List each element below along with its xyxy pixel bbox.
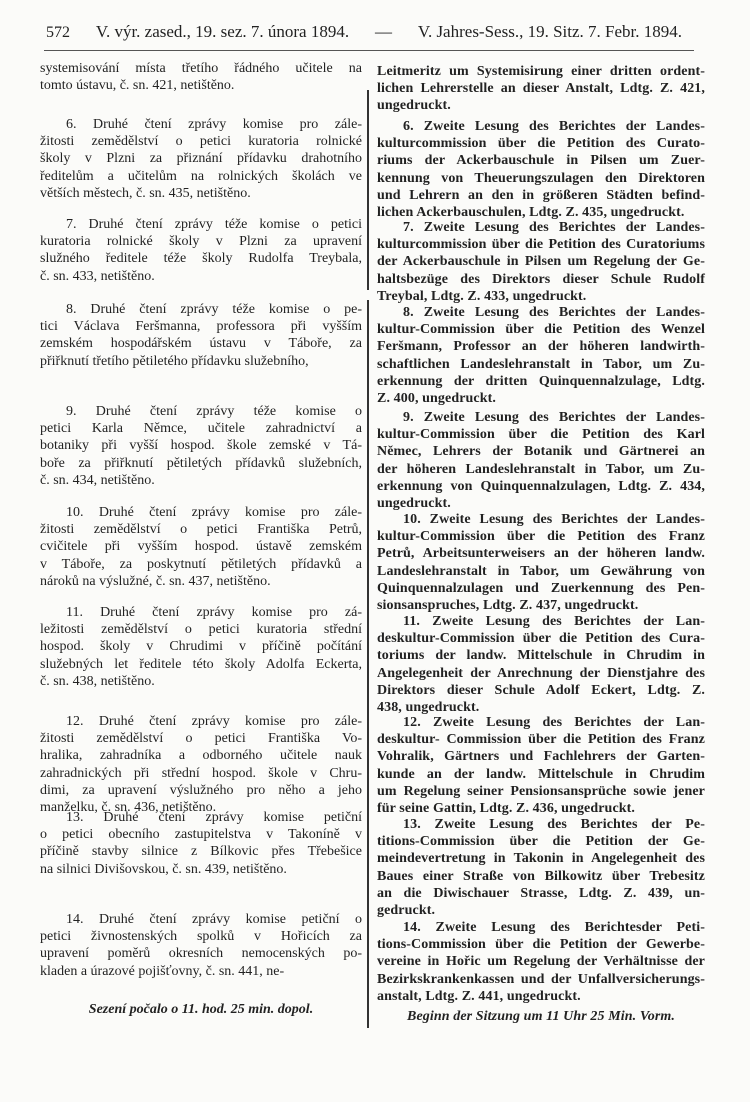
text-line: titions-Commission über die Petition der Ge- [377, 834, 705, 850]
text-line: 9. Zweite Lesung des Berichtes der Landes- [403, 410, 705, 425]
page-header [46, 22, 682, 46]
agenda-item [40, 216, 362, 285]
text-line: hralika, zahradníka a odborného učitele nauk [40, 748, 362, 764]
text-line: tici Václava Feršmanna, professora při vyšším [40, 319, 362, 335]
text-line: kulturcommission über die Petition des Curatoriums [377, 237, 705, 253]
text-line: kultur-Commission über die Petition des Franz [377, 529, 705, 545]
text-line: schaftlichen Landeslehranstalt in Tabor, um Zu- [377, 356, 705, 372]
text-line: příčině stavby silnice z Bílkovic přes Třebešice [40, 844, 362, 860]
agenda-item [377, 613, 705, 716]
text-line: 6. Zweite Lesung des Berichtes der Landes- [403, 119, 705, 134]
header-czech: V. výr. zased., 19. sez. 7. února 1894. [95, 22, 350, 41]
text-line: deskultur-Commission über die Petition des Cura- [377, 631, 705, 647]
agenda-item [40, 403, 362, 489]
text-line: 12. Druhé čtení zprávy komise pro zále- [66, 714, 362, 729]
text-line: lichen Lehrerstelle an dieser Anstalt, Ldtg. Z. 421, [377, 81, 705, 97]
text-line: větších městech, č. sn. 435, netištěno. [40, 185, 251, 201]
text-line: anstalt, Ldtg. Z. 441, ungedruckt. [377, 988, 581, 1004]
session-start-note: Beginn der Sitzung um 11 Uhr 25 Min. Vorm. [407, 1009, 675, 1024]
text-line: Direktors dieser Schule Adolf Eckert, Ldtg. Z. [377, 682, 705, 698]
text-line: žitosti zemědělství o petici Františka Petrů, [40, 522, 362, 538]
agenda-item [40, 301, 362, 370]
text-line: č. sn. 438, netištěno. [40, 673, 155, 689]
text-line: 10. Zweite Lesung des Berichtes der Landes- [403, 512, 705, 527]
text-line: služebných let ředitele této školy Adolfa Eckerta, [40, 656, 362, 672]
text-line: 8. Druhé čtení zprávy téže komise o pe- [66, 302, 362, 317]
page-number: 572 [46, 24, 70, 41]
text-line: 7. Zweite Lesung des Berichtes der Landes- [403, 220, 705, 235]
text-line: botaniky při vyšší hospod. škole zemské v Tá- [40, 438, 362, 454]
agenda-item [40, 911, 362, 980]
agenda-item [377, 714, 705, 817]
text-line: sionsanspruches, Ldtg. Z. 437, ungedruckt. [377, 597, 639, 613]
text-line: zemském hospodářském ústavu v Táboře, za [40, 336, 362, 352]
text-line: přiřknutí třetího pětiletého přídavku služebního, [40, 353, 309, 369]
agenda-item [377, 219, 705, 305]
text-line: 13. Druhé čtení zprávy komise petiční [66, 810, 362, 825]
text-line: Treybal, Ldtg. Z. 433, ungedruckt. [377, 288, 587, 304]
text-line: kultur-Commission über die Petition des Wenzel [377, 322, 705, 338]
text-line: erkennung von Quinquennalzulagen, Ldtg. Z. 434, [377, 478, 705, 494]
agenda-item [377, 816, 705, 919]
text-line: 9. Druhé čtení zprávy téže komise o [66, 404, 362, 419]
text-line: kennung von Theuerungszulagen den Direktoren [377, 170, 705, 186]
text-line: Quinquennalzulagen und Zuerkennung des Pen- [377, 580, 705, 596]
text-line: deskultur- Commission über die Petition des Franz [377, 732, 705, 748]
text-line: Landeslehranstalt in Tabor, um Gewährung von [377, 563, 705, 579]
text-line: kultur-Commission über die Petition des Karl [377, 427, 705, 443]
agenda-item [377, 919, 705, 1005]
continued-paragraph [40, 60, 362, 94]
text-line: Leitmeritz um Systemisirung einer dritten ordent- [377, 64, 705, 79]
agenda-item [40, 809, 362, 878]
text-line: kladen a úrazové pojišťovny, č. sn. 441, ne- [40, 963, 285, 979]
text-line: Angelegenheit der Anrechnung der Dienstjahre des [377, 665, 705, 681]
text-line: kunde an der landw. Mittelschule in Chrudim [377, 766, 705, 782]
text-line: zahradnických při střední hospod. škole v Chru- [40, 765, 362, 781]
agenda-item [40, 504, 362, 590]
text-line: Feršmann, Professor an der höheren landwirth- [377, 339, 705, 355]
agenda-item [377, 511, 705, 614]
text-line: gedruckt. [377, 902, 436, 918]
text-line: kuratoria rolnické školy v Plzni za upravení [40, 234, 362, 250]
text-line: der Ackerbauschule in Pilsen um Regelung der Ge- [377, 254, 705, 270]
text-line: tomto ústavu, č. sn. 421, netištěno. [40, 78, 235, 94]
text-line: upravení poměrů okresních nemocenských po- [40, 946, 362, 962]
text-line: riums der Ackerbauschule in Pilsen um Zuer- [377, 153, 705, 169]
text-line: 13. Zweite Lesung des Berichtes der Pe- [403, 817, 705, 832]
text-line: Baues einer Straße von Bilkowitz über Trebesitz [377, 868, 705, 884]
text-line: für seine Gattin, Ldtg. Z. 436, ungedruckt. [377, 800, 636, 816]
text-line: ungedruckt. [377, 495, 451, 511]
text-line: um Regelung seiner Pensionsansprüche sowie jener [377, 783, 705, 799]
text-line: žitosti zemědělství o petici kuratoria rolnické [40, 134, 362, 150]
text-line: 7. Druhé čtení zprávy téže komise o petici [66, 217, 362, 232]
text-line: služného ředitele téže školy Rudolfa Treybala, [40, 251, 362, 267]
text-line: systemisování místa třetího řádného učitele na [40, 61, 362, 76]
text-line: 8. Zweite Lesung des Berichtes der Landes- [403, 305, 705, 320]
text-line: žitosti zemědělství o petici Františka Vo- [40, 731, 362, 747]
text-line: 12. Zweite Lesung des Berichtes der Lan- [403, 715, 705, 730]
text-line: na silnici Divišovskou, č. sn. 439, netištěno. [40, 861, 287, 877]
agenda-item [377, 304, 705, 407]
text-line: haltsbezüge des Direktors dieser Schule Rudolf [377, 271, 705, 287]
text-line: dimi, za upravení výslužného pro něho a jeho [40, 782, 362, 798]
text-line: Petrů, Arbeitsunterweisers an der höheren landw. [377, 546, 705, 562]
text-line: vereine in Hořic um Regelung der Verhältnisse der [377, 954, 705, 970]
text-line: 11. Druhé čtení zprávy komise pro zá- [66, 605, 362, 620]
text-line: č. sn. 434, netištěno. [40, 472, 155, 488]
text-line: Němec, Lehrers der Botanik und Gärtnerei an [377, 444, 705, 460]
text-line: 14. Zweite Lesung des Berichtesder Peti- [403, 920, 705, 935]
text-line: manželku, č. sn. 436, netištěno. [40, 799, 217, 815]
agenda-item [40, 604, 362, 690]
text-line: Bezirkskrankenkassen und der Unfallversicherungs- [377, 971, 705, 987]
text-line: 11. Zweite Lesung des Berichtes der Lan- [403, 614, 705, 629]
text-line: Z. 400, ungedruckt. [377, 390, 496, 406]
text-line: hospod. školy v Chrudimi v příčině počítání [40, 639, 362, 655]
header-rule [44, 50, 694, 51]
agenda-item [377, 118, 705, 221]
text-line: an die Diwischauer Strasse, Ldtg. Z. 439, un- [377, 885, 705, 901]
agenda-item [377, 409, 705, 512]
text-line: ungedruckt. [377, 98, 451, 114]
column-divider [367, 300, 369, 1028]
text-line: petici Karla Němce, učitele zahradnictví a [40, 421, 362, 437]
text-line: lichen Ackerbauschulen, Ldtg. Z. 435, ungedruckt. [377, 204, 685, 220]
agenda-item [40, 116, 362, 202]
text-line: meindevertretung in Takonin in Angelegenheit des [377, 851, 705, 867]
header-separator: — [374, 22, 392, 41]
text-line: ředitelům a učitelům na rolnických školách ve [40, 168, 362, 184]
text-line: o petici obecního zastupitelstva v Takoníně v [40, 827, 362, 843]
text-line: 6. Druhé čtení zprávy komise pro zále- [66, 117, 362, 132]
text-line: v Táboře, za poskytnutí pětiletých přídavků a [40, 556, 362, 572]
text-line: Vohralik, Gärtners und Fachlehrers der Garten- [377, 749, 705, 765]
text-line: cvičitele při vyšším hospod. ústavě zemském [40, 539, 362, 555]
text-line: školy v Plzni za přiznání přídavku drahotního [40, 151, 362, 167]
text-line: petici živnostenských spolků v Hořicích za [40, 929, 362, 945]
text-line: č. sn. 433, netištěno. [40, 268, 155, 284]
text-line: ležitosti zemědělství o petici kuratoria střední [40, 622, 362, 638]
column-divider [367, 90, 369, 290]
text-line: 10. Druhé čtení zprávy komise pro zále- [66, 505, 362, 520]
text-line: tions-Commission über die Petition der Gewerbe- [377, 937, 705, 953]
text-line: toriums der landw. Mittelschule in Chrudim in [377, 648, 705, 664]
text-line: boře za přiřknutí pětiletých přídavků služebních, [40, 455, 362, 471]
text-line: erkennung der dritten Quinquennalzulage, Ldtg. [377, 373, 705, 389]
header-german: V. Jahres-Sess., 19. Sitz. 7. Febr. 1894. [417, 22, 682, 41]
agenda-item [40, 713, 362, 816]
text-line: 14. Druhé čtení zprávy komise petiční o [66, 912, 362, 927]
text-line: der höheren Landeslehranstalt in Tabor, um Zu- [377, 461, 705, 477]
text-line: nároků na výslužné, č. sn. 437, netištěno. [40, 573, 271, 589]
session-start-note: Sezení počalo o 11. hod. 25 min. dopol. [88, 1002, 314, 1017]
text-line: 438, ungedruckt. [377, 699, 480, 715]
continued-paragraph [377, 63, 705, 115]
text-line: kulturcommission über die Petition des Curato- [377, 136, 705, 152]
text-line: und Lehrern an den in größeren Städten befind- [377, 187, 705, 203]
